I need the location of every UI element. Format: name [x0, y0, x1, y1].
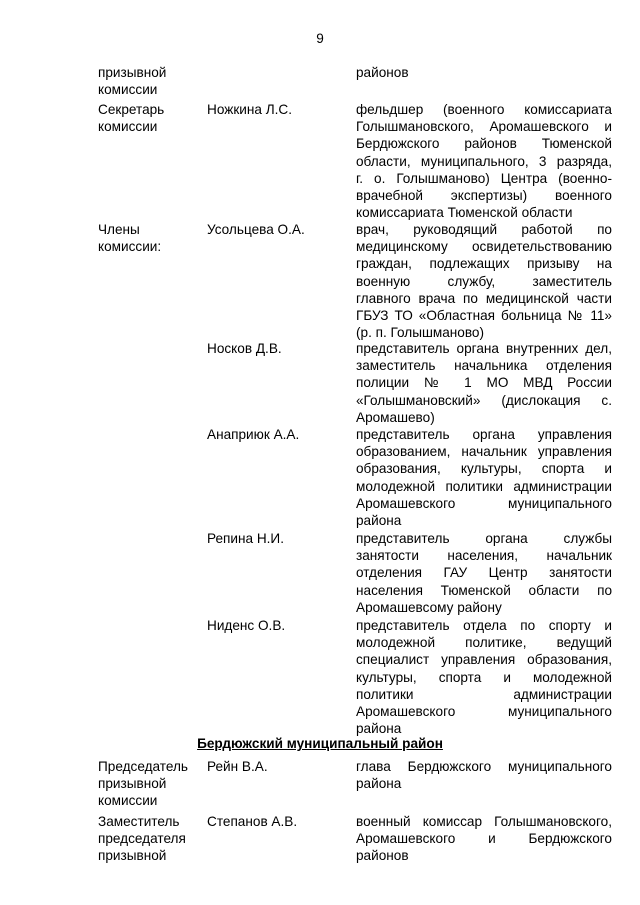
member-description	[356, 617, 612, 737]
role-line: комиссии	[98, 82, 158, 98]
description-line: представитель отдела по спорту и	[356, 618, 612, 633]
description-line: полиции № 1 МО МВД России	[356, 375, 612, 391]
description-line: культуры, спорта и молодежной	[356, 669, 612, 685]
description-line: заместитель начальника отделения	[356, 358, 612, 374]
member-description	[356, 426, 612, 529]
description-line: занятости населения, начальник	[356, 548, 612, 564]
description-line: Бердюжского районов Тюменской	[356, 136, 612, 152]
member-name: Ножкина Л.С.	[207, 102, 292, 117]
description-line: г. о. Голышманово) Центра (военно-	[356, 170, 612, 186]
role-line: комиссии	[98, 793, 158, 809]
role-line: призывной	[98, 776, 167, 792]
member-description	[356, 101, 612, 221]
description-line: населения Тюменской области по	[356, 582, 612, 598]
description-line: военный комиссар Голышмановского,	[356, 814, 612, 829]
description-line: молодежной политике, ведущий	[356, 635, 612, 651]
description-line: района	[356, 776, 402, 792]
description-line: специалист управления образования,	[356, 652, 612, 668]
description-line: районов	[356, 848, 409, 864]
description-line: образованием, начальник управления	[356, 444, 612, 460]
description-line: представитель органа внутренних дел,	[356, 341, 612, 356]
page-number: 9	[316, 31, 324, 46]
description-line: (р. п. Голышманово)	[356, 325, 485, 341]
member-name: Усольцева О.А.	[207, 222, 305, 237]
member-description	[356, 530, 612, 616]
role-line: Члены	[98, 222, 140, 237]
section-heading: Бердюжский муниципальный район	[197, 736, 443, 751]
description-line: Аромашевсому району	[356, 599, 502, 615]
description-line: военную службу, заместитель	[356, 273, 612, 289]
description-line: главного врача по медицинской части	[356, 290, 612, 306]
member-name: Рейн В.А.	[207, 759, 268, 774]
description-line: медицинскому освидетельствованию	[356, 239, 612, 255]
description-line: «Голышмановский» (дислокация с.	[356, 392, 612, 408]
description-line: ГБУЗ ТО «Областная больница № 11»	[356, 308, 612, 324]
description-line: Аромашевского муниципального	[356, 495, 612, 511]
role-line: призывной	[98, 65, 167, 80]
member-name: Репина Н.И.	[207, 531, 284, 546]
member-description	[356, 340, 612, 426]
description-line: врачебной экспертизы) военного	[356, 188, 612, 204]
description-line: молодежной политики администрации	[356, 478, 612, 494]
description-line: граждан, подлежащих призыву на	[356, 256, 612, 272]
role-line: комиссии:	[98, 239, 162, 255]
description-line: районов	[356, 65, 409, 80]
description-line: представитель органа управления	[356, 427, 612, 442]
description-line: глава Бердюжского муниципального	[356, 759, 612, 774]
role-line: Заместитель	[98, 814, 180, 829]
member-role	[98, 101, 198, 135]
description-line: Аромашево)	[356, 409, 435, 425]
member-role	[98, 813, 198, 865]
description-line: образования, культуры, спорта и	[356, 461, 612, 477]
member-description	[356, 813, 612, 865]
description-line: области, муниципального, 3 разряда,	[356, 153, 612, 169]
member-description	[356, 64, 612, 81]
description-line: комиссариата Тюменской области	[356, 205, 573, 221]
description-line: Аромашевского муниципального	[356, 704, 612, 720]
role-line: призывной	[98, 848, 167, 864]
role-line: председателя	[98, 831, 186, 847]
description-line: представитель органа службы	[356, 531, 612, 546]
description-line: Голышмановского, Аромашевского и	[356, 119, 612, 135]
description-line: отделения ГАУ Центр занятости	[356, 565, 612, 581]
description-line: Аромашевского и Бердюжского	[356, 831, 612, 847]
role-line: Секретарь	[98, 102, 165, 117]
member-role	[98, 221, 198, 255]
member-name: Носков Д.В.	[207, 341, 282, 356]
description-line: района	[356, 513, 402, 529]
role-line: Председатель	[98, 759, 188, 774]
description-line: врач, руководящий работой по	[356, 222, 612, 237]
description-line: политики администрации	[356, 686, 612, 702]
member-role	[98, 64, 198, 98]
member-name: Степанов А.В.	[207, 814, 298, 829]
description-line: фельдшер (военного комиссариата	[356, 102, 612, 117]
role-line: комиссии	[98, 119, 158, 135]
description-line: района	[356, 721, 402, 737]
member-role	[98, 758, 198, 810]
member-description	[356, 221, 612, 341]
member-name: Анаприюк А.А.	[207, 427, 300, 442]
member-description	[356, 758, 612, 792]
member-name: Ниденс О.В.	[207, 618, 286, 633]
